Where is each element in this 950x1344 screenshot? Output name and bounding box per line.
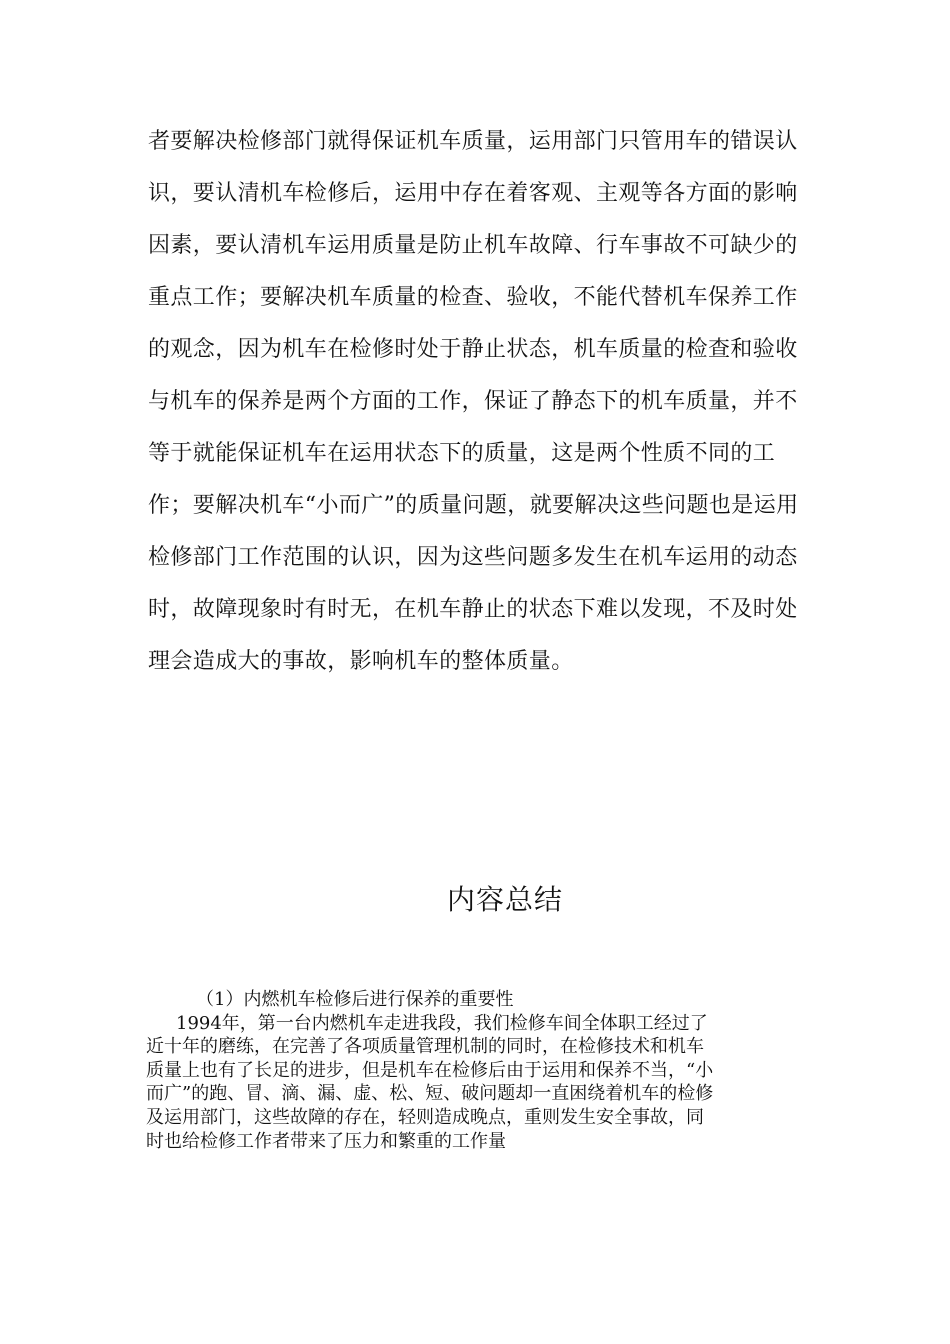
paragraph-line: 识，要认清机车检修后，运用中存在着客观、主观等各方面的影响 — [148, 181, 798, 206]
summary-line: 而广”的跑、冒、滴、漏、虚、松、短、破问题却一直困绕着机车的检修 — [146, 1083, 714, 1105]
summary-section — [146, 988, 806, 1153]
summary-heading: 内容总结 — [446, 883, 563, 916]
paragraph-line: 检修部门工作范围的认识，因为这些问题多发生在机车运用的动态 — [148, 545, 798, 570]
summary-line: 质量上也有了长足的进步，但是机车在检修后由于运用和保养不当，“小 — [146, 1059, 714, 1081]
paragraph-line: 因素，要认清机车运用质量是防止机车故障、行车事故不可缺少的 — [148, 233, 798, 258]
summary-line: 及运用部门，这些故障的存在，轻则造成晚点，重则发生安全事故，同 — [146, 1106, 704, 1128]
paragraph-line: 重点工作；要解决机车质量的检查、验收，不能代替机车保养工作 — [148, 285, 798, 310]
summary-line: 时也给检修工作者带来了压力和繁重的工作量 — [146, 1130, 506, 1152]
paragraph-line: 等于就能保证机车在运用状态下的质量，这是两个性质不同的工 — [148, 441, 776, 466]
summary-line: 1994年，第一台内燃机车走进我段，我们检修车间全体职工经过了 — [176, 1012, 708, 1034]
summary-line: 近十年的磨练，在完善了各项质量管理机制的同时，在检修技术和机车 — [146, 1036, 704, 1058]
paragraph-line: 时，故障现象时有时无，在机车静止的状态下难以发现，不及时处 — [148, 597, 798, 622]
paragraph-line: 与机车的保养是两个方面的工作，保证了静态下的机车质量，并不 — [148, 389, 798, 414]
paragraph-line: 的观念，因为机车在检修时处于静止状态，机车质量的检查和验收 — [148, 337, 798, 362]
main-paragraph — [148, 116, 808, 688]
paragraph-line: 理会造成大的事故，影响机车的整体质量。 — [148, 649, 574, 674]
summary-subtitle: （1）内燃机车检修后进行保养的重要性 — [196, 989, 514, 1010]
paragraph-line: 作；要解决机车“小而广”的质量问题，就要解决这些问题也是运用 — [148, 493, 799, 518]
paragraph-line: 者要解决检修部门就得保证机车质量，运用部门只管用车的错误认 — [148, 129, 798, 154]
